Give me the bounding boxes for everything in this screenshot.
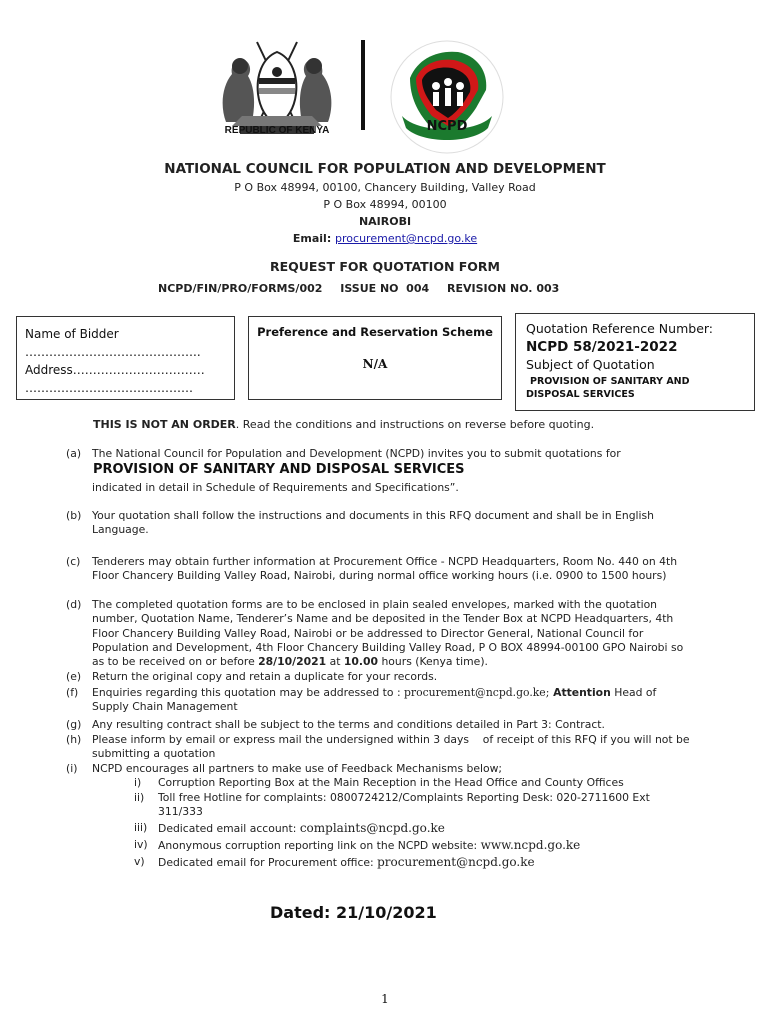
feedback-item-text-wrap xyxy=(158,855,690,870)
quotation-subject-value xyxy=(526,375,744,401)
feedback-item-text-wrap xyxy=(158,838,690,853)
feedback-item-number: iv) xyxy=(134,838,148,851)
email-line xyxy=(0,232,770,245)
quotation-subject-label: Subject of Quotation xyxy=(526,357,655,372)
procurement-email[interactable]: procurement@ncpd.go.ke xyxy=(377,855,535,869)
bidder-name-dots[interactable]: …………………………………….. xyxy=(25,345,201,359)
clause-a-tail-text: indicated in detail in Schedule of Requirements and Specifications”. xyxy=(92,481,459,494)
clause-g-label: (g) xyxy=(66,718,82,731)
preference-heading: Preference and Reservation Scheme xyxy=(257,325,493,339)
clause-b-label: (b) xyxy=(66,509,82,522)
logo-divider xyxy=(361,40,365,130)
clause-b-text: Your quotation shall follow the instructions and documents in this RFQ document and shall be in English Language. xyxy=(92,509,655,537)
address-city: NAIROBI xyxy=(358,215,412,228)
clause-c-label: (c) xyxy=(66,555,81,568)
feedback-item-text: Corruption Reporting Box at the Main Reception in the Head Office and County Offices xyxy=(158,776,624,789)
address-line2: P O Box 48994, 00100 xyxy=(323,198,447,211)
feedback-item-number: iii) xyxy=(134,821,148,834)
clause-d-label: (d) xyxy=(66,598,82,611)
feedback-item-text: Anonymous corruption reporting link on the NCPD website: xyxy=(158,839,481,852)
quotation-subject-line1: PROVISION OF SANITARY AND xyxy=(530,376,690,387)
enquiries-email[interactable]: procurement@ncpd.go.ke; xyxy=(404,686,550,699)
clause-f-text-2: Head of Supply Chain Management xyxy=(92,686,657,714)
email-link[interactable]: procurement@ncpd.go.ke xyxy=(335,232,478,245)
clause-f-text xyxy=(92,686,692,715)
bidder-address-dots[interactable]: …………………………………… xyxy=(25,381,193,395)
quotation-ref-label: Quotation Reference Number: xyxy=(526,321,714,336)
clause-f-text-1: Enquiries regarding this quotation may be addressed to : xyxy=(92,686,405,699)
feedback-item-number: i) xyxy=(134,776,142,789)
svg-text:NCPD: NCPD xyxy=(426,119,468,134)
not-an-order-notice xyxy=(93,418,594,431)
email-label: Email: xyxy=(292,232,336,245)
quotation-ref-number: NCPD 58/2021-2022 xyxy=(526,339,678,355)
clause-i-label: (i) xyxy=(66,762,78,775)
form-issue: ISSUE NO 004 xyxy=(340,282,430,295)
feedback-item-number: v) xyxy=(134,855,145,868)
complaints-email[interactable]: complaints@ncpd.go.ke xyxy=(299,821,445,835)
preference-value: N/A xyxy=(362,357,388,371)
preference-box xyxy=(248,316,502,400)
clause-a-label: (a) xyxy=(66,447,82,460)
quotation-subject-line2: DISPOSAL SERVICES xyxy=(526,389,635,400)
form-code: NCPD/FIN/PRO/FORMS/002 xyxy=(158,282,323,295)
ncpd-website-link[interactable]: www.ncpd.go.ke xyxy=(480,838,581,852)
clause-d-text-1: The completed quotation forms are to be enclosed in plain sealed envelopes, marked with the quotation number, Quotation Name, Tenderer’s Name and be deposited in the Tender Box at NCPD Headquarters, 4th Floor Chancery Building Valley Road, Nairobi or be addressed to Director General, National Council for Population and Development, 4th Floor Chancery Building Valley Road, P O BOX 48994-00100 GPO Nairobi so as to be received on or before xyxy=(92,598,684,669)
clause-h-label: (h) xyxy=(66,733,82,746)
clause-e-label: (e) xyxy=(66,670,82,683)
bidder-name-label: Name of Bidder xyxy=(25,327,119,341)
page-number: 1 xyxy=(381,992,389,1006)
feedback-item-text: Dedicated email for Procurement office: xyxy=(158,856,378,869)
clause-c-text: Tenderers may obtain further information at Procurement Office - NCPD Headquarters, Room No. 440 on 4th Floor Chancery Building Valley Road, Nairobi, during normal office working hours (i.e. 0900 to 1500 hours) xyxy=(92,555,678,583)
clause-d-text xyxy=(92,598,692,669)
clause-e-text: Return the original copy and retain a duplicate for your records. xyxy=(92,670,438,683)
bidder-address-label[interactable]: Address…………………………… xyxy=(25,363,205,377)
clause-a-text: The National Council for Population and Development (NCPD) invites you to submit quotations for xyxy=(92,447,621,460)
clause-d-text-2: hours (Kenya time). xyxy=(378,655,488,669)
dated-line: Dated: 21/10/2021 xyxy=(270,903,437,922)
form-codes xyxy=(158,282,573,295)
not-an-order-rest: . Read the conditions and instructions on reverse before quoting. xyxy=(235,418,595,431)
deadline-date: 28/10/2021 xyxy=(258,655,327,669)
form-revision: REVISION NO. 003 xyxy=(447,282,560,295)
org-name: NATIONAL COUNCIL FOR POPULATION AND DEVELOPMENT xyxy=(164,161,606,177)
quotation-box xyxy=(515,313,755,411)
not-an-order-bold: THIS IS NOT AN ORDER xyxy=(93,418,236,431)
kenya-caption: REPUBLIC OF KENYA xyxy=(224,125,330,136)
clause-f-label: (f) xyxy=(66,686,79,699)
clause-g-text: Any resulting contract shall be subject to the terms and conditions detailed in Part 3: Contract. xyxy=(92,718,605,731)
clause-f-attention: Attention xyxy=(549,686,611,699)
feedback-item-text: Dedicated email account: xyxy=(158,822,300,835)
clause-i-text: NCPD encourages all partners to make use of Feedback Mechanisms below; xyxy=(92,762,503,775)
clause-d-at: at xyxy=(326,655,344,669)
feedback-item-text-wrap xyxy=(158,821,690,836)
feedback-item-text: Toll free Hotline for complaints: 0800724212/Complaints Reporting Desk: 020-2711600 Ext 311/333 xyxy=(158,791,650,819)
ncpd-logo xyxy=(388,38,506,156)
bidder-box xyxy=(16,316,235,400)
deadline-time: 10.00 xyxy=(343,655,379,669)
feedback-item-number: ii) xyxy=(134,791,145,804)
form-title: REQUEST FOR QUOTATION FORM xyxy=(269,259,500,274)
address-line1: P O Box 48994, 00100, Chancery Building, Valley Road xyxy=(234,181,536,194)
clause-h-text: Please inform by email or express mail the undersigned within 3 days of receipt of this RFQ if you will not be submitting a quotation xyxy=(92,733,693,761)
rfq-subject: PROVISION OF SANITARY AND DISPOSAL SERVICES xyxy=(93,462,465,477)
